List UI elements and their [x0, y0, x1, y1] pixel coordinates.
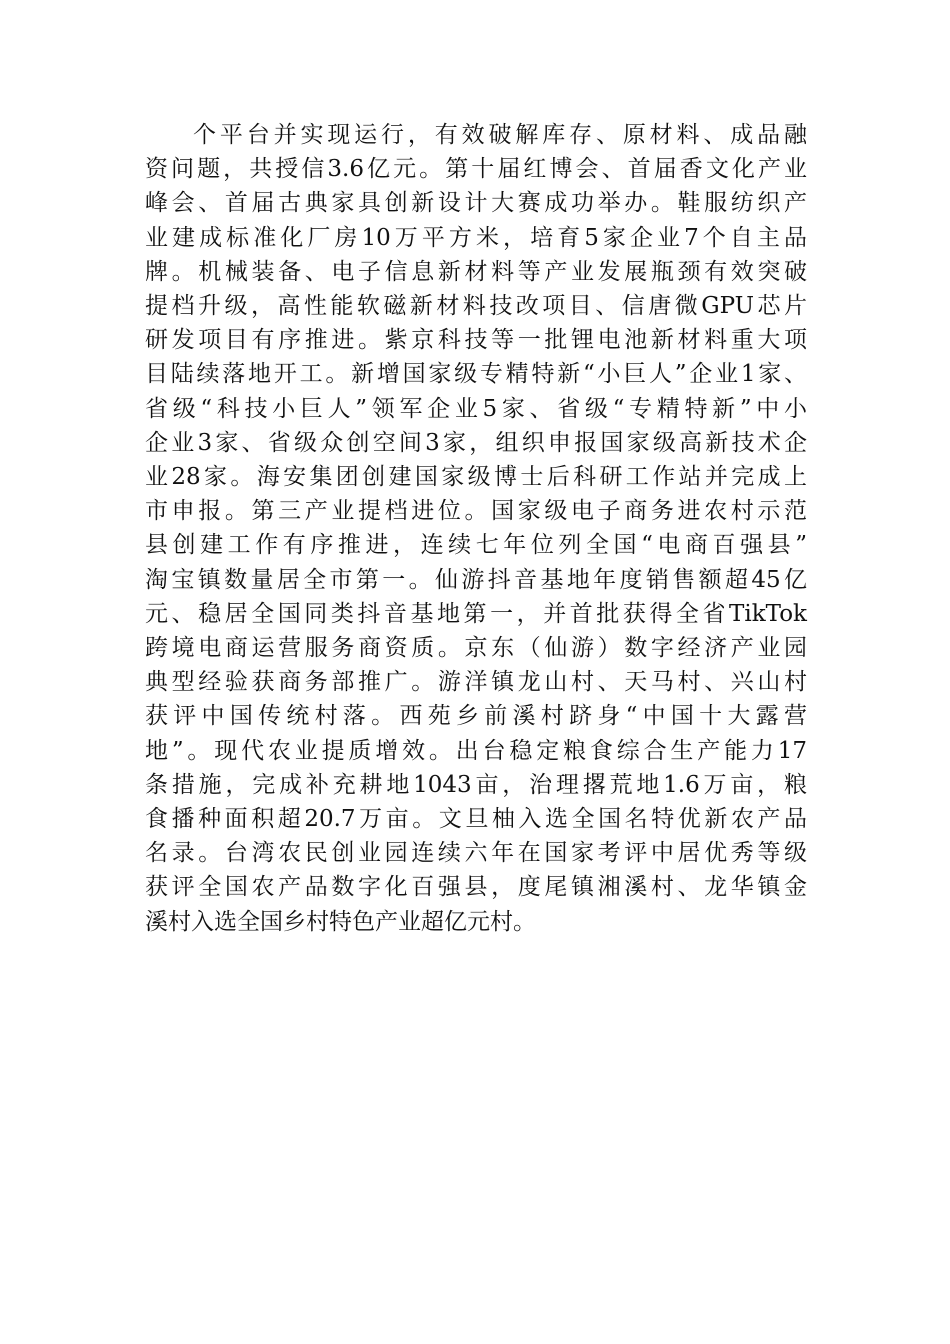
paragraph-line: 资问题，共授信3.6亿元。第十届红博会、首届香文化产业 [145, 156, 807, 183]
paragraph-line: 提档升级，高性能软磁新材料技改项目、信唐微GPU芯片 [145, 293, 807, 320]
paragraph-line: 峰会、首届古典家具创新设计大赛成功举办。鞋服纺织产 [145, 190, 807, 217]
paragraph-line: 名录。台湾农民创业园连续六年在国家考评中居优秀等级 [145, 840, 807, 867]
paragraph-line: 牌。机械装备、电子信息新材料等产业发展瓶颈有效突破 [145, 258, 807, 285]
paragraph-line: 典型经验获商务部推广。游洋镇龙山村、天马村、兴山村 [145, 669, 807, 696]
paragraph-line: 业建成标准化厂房10万平方米，培育5家企业7个自主品 [145, 224, 807, 251]
paragraph-line: 获评中国传统村落。西苑乡前溪村跻身“中国十大露营 [145, 703, 807, 730]
paragraph-line: 企业3家、省级众创空间3家，组织申报国家级高新技术企 [145, 429, 807, 456]
paragraph-line: 县创建工作有序推进，连续七年位列全国“电商百强县” [145, 532, 807, 559]
paragraph-line: 省级“科技小巨人”领军企业5家、省级“专精特新”中小 [145, 395, 807, 422]
paragraph-line: 目陆续落地开工。新增国家级专精特新“小巨人”企业1家、 [145, 361, 807, 388]
paragraph-line: 个平台并实现运行，有效破解库存、原材料、成品融 [193, 122, 807, 148]
paragraph-line: 研发项目有序推进。紫京科技等一批锂电池新材料重大项 [145, 327, 807, 354]
paragraph-line: 地”。现代农业提质增效。出台稳定粮食综合生产能力17 [145, 737, 807, 764]
paragraph-line: 食播种面积超20.7万亩。文旦柚入选全国名特优新农产品 [145, 806, 807, 833]
paragraph-line: 元、稳居全国同类抖音基地第一，并首批获得全省TikTok [145, 600, 807, 627]
paragraph-line: 淘宝镇数量居全市第一。仙游抖音基地年度销售额超45亿 [145, 566, 807, 593]
paragraph-line: 业28家。海安集团创建国家级博士后科研工作站并完成上 [145, 464, 807, 491]
paragraph-line: 跨境电商运营服务商资质。京东（仙游）数字经济产业园 [145, 635, 807, 662]
paragraph-line: 获评全国农产品数字化百强县，度尾镇湘溪村、龙华镇金 [145, 874, 807, 901]
body-paragraph [145, 118, 807, 939]
paragraph-line: 市申报。第三产业提档进位。国家级电子商务进农村示范 [145, 498, 807, 525]
paragraph-line: 溪村入选全国乡村特色产业超亿元村。 [145, 908, 536, 935]
paragraph-line: 条措施，完成补充耕地1043亩，治理撂荒地1.6万亩，粮 [145, 771, 807, 798]
